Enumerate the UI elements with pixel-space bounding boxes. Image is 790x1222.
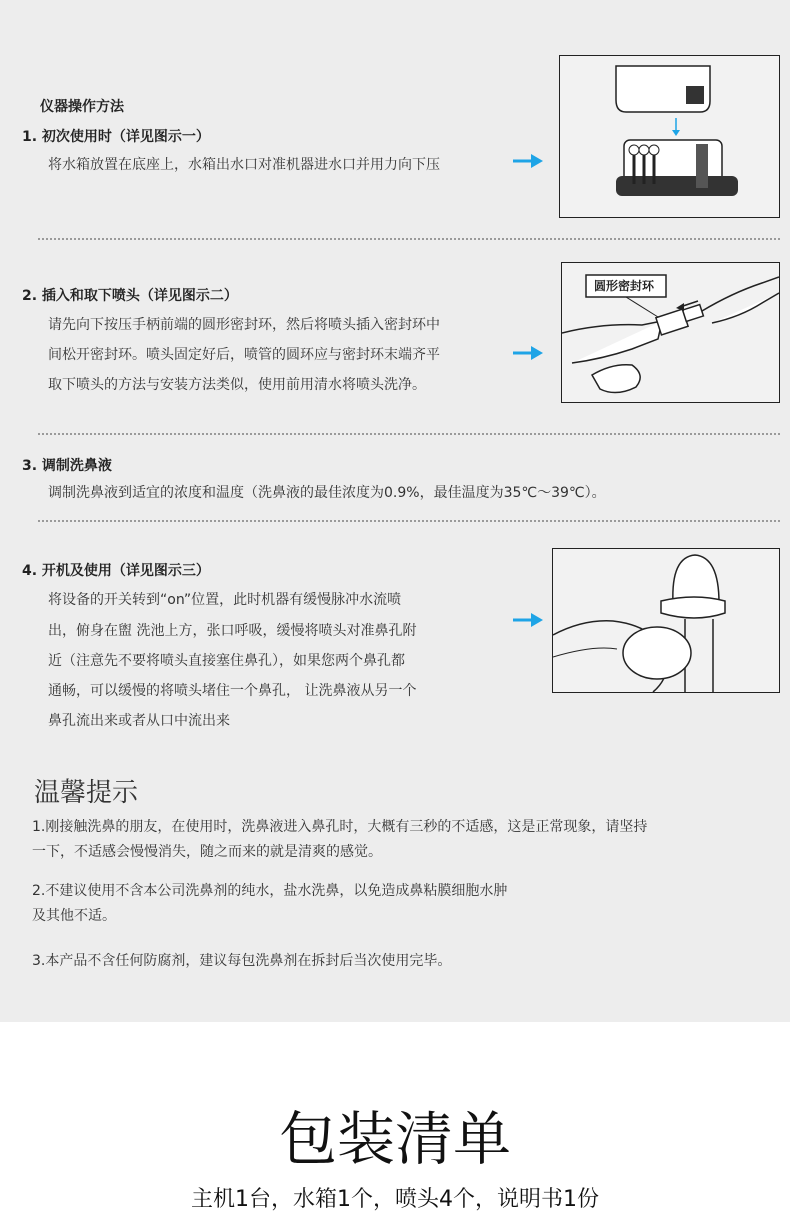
- tip-2-line-2: 及其他不适。: [32, 908, 116, 924]
- tips-title: 温馨提示: [34, 778, 139, 808]
- arrow-right-icon: [513, 345, 543, 361]
- tip-3-line-1: 3.本产品不含任何防腐剂，建议每包洗鼻剂在拆封后当次使用完毕。: [32, 953, 452, 969]
- packing-title: 包装清单: [278, 1105, 511, 1173]
- step-2-line-1: 请先向下按压手柄前端的圆形密封环，然后将喷头插入密封环中: [48, 317, 440, 333]
- water-tank-illustration: [560, 56, 779, 217]
- step-4-line-4: 通畅，可以缓慢的将喷头堵住一个鼻孔， 让洗鼻液从另一个: [48, 683, 417, 699]
- step-4-line-1: 将设备的开关转到“on”位置，此时机器有缓慢脉冲水流喷: [48, 592, 402, 608]
- figure-3-nose-use: [552, 548, 780, 693]
- step-2-line-2: 间松开密封环。喷头固定好后，喷管的圆环应与密封环末端齐平: [48, 347, 440, 363]
- divider: [38, 433, 780, 435]
- tip-1-line-1: 1.刚接触洗鼻的朋友，在使用时，洗鼻液进入鼻孔时，大概有三秒的不适感，这是正常现象，请坚持: [32, 819, 648, 835]
- figure-1-tank-base: [559, 55, 780, 218]
- tip-1-line-2: 一下，不适感会慢慢消失，随之而来的就是清爽的感觉。: [32, 844, 382, 860]
- divider: [38, 238, 780, 240]
- step-1-line-1: 将水箱放置在底座上，水箱出水口对准机器进水口并用力向下压: [48, 157, 440, 173]
- step-3-title: 3. 调制洗鼻液: [22, 458, 112, 474]
- packing-items: 主机1台，水箱1个，喷头4个，说明书1份: [191, 1187, 599, 1212]
- step-4-title: 4. 开机及使用（详见图示三）: [22, 563, 210, 579]
- arrow-right-icon: [513, 612, 543, 628]
- step-3-line-1: 调制洗鼻液到适宜的浓度和温度（洗鼻液的最佳浓度为0.9%，最佳温度为35℃～39℃）。: [48, 485, 606, 501]
- step-4-line-2: 出，俯身在盥 洗池上方，张口呼吸，缓慢将喷头对准鼻孔附: [48, 623, 417, 639]
- operation-heading: 仪器操作方法: [40, 99, 124, 115]
- step-2-title: 2. 插入和取下喷头（详见图示二）: [22, 288, 238, 304]
- figure-2-label: 圆形密封环: [594, 279, 655, 293]
- figure-2-nozzle-insert: [561, 262, 780, 403]
- step-1-title: 1. 初次使用时（详见图示一）: [22, 129, 210, 145]
- divider: [38, 520, 780, 522]
- step-4-line-5: 鼻孔流出来或者从口中流出来: [48, 713, 230, 729]
- step-4-line-3: 近（注意先不要将喷头直接塞住鼻孔），如果您两个鼻孔都: [48, 653, 405, 669]
- arrow-right-icon: [513, 153, 543, 169]
- nose-rinse-illustration: [553, 549, 779, 692]
- step-2-line-3: 取下喷头的方法与安装方法类似，使用前用清水将喷头洗净。: [48, 377, 426, 393]
- tip-2-line-1: 2.不建议使用不含本公司洗鼻剂的纯水，盐水洗鼻，以免造成鼻粘膜细胞水肿: [32, 883, 508, 899]
